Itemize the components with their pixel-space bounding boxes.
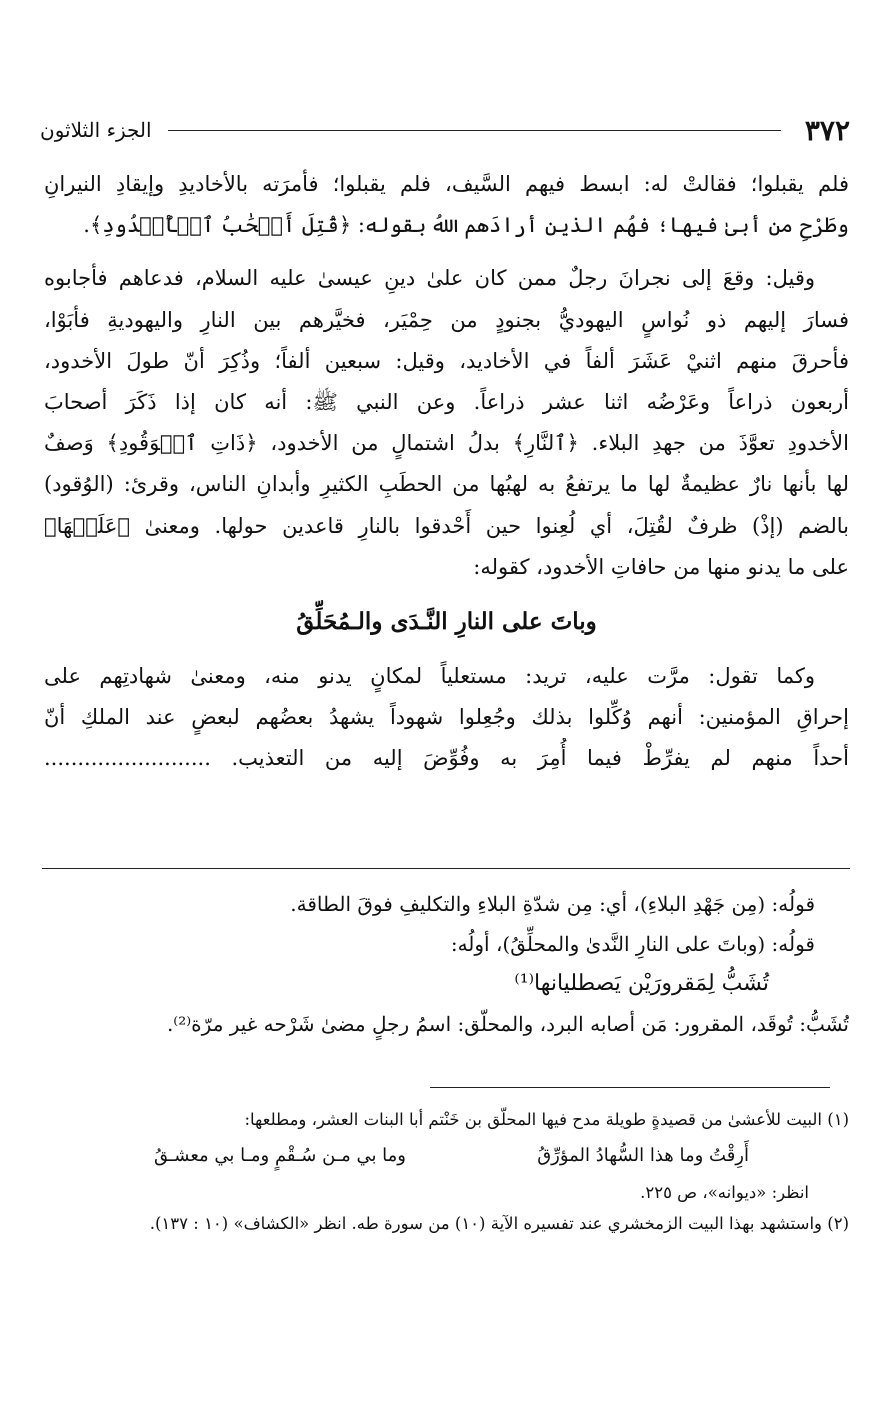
text-line: على ما يدنو منها من حافاتِ الأخدود، كقوله:	[473, 554, 849, 579]
header-rule	[168, 130, 781, 131]
poetry-verse: وباتَ على النارِ النَّـدَى والـمُحَلِّقُ	[296, 607, 597, 635]
text-line: الأخدودِ تعوَّذَ من جهدِ البلاء. ﴿ٱلنَّارِ﴾ بدلُ اشتمالٍ من الأخدود، ﴿ذَاتِ ٱلۡوَقُودِ﴾ وَصفٌ	[44, 431, 849, 456]
footnote-rule	[430, 1087, 830, 1088]
footnote-verse	[44, 1135, 849, 1177]
commentary-line: قولُه: (وباتَ على النارِ النَّدىٰ والمحلِّقُ)، أولُه:	[450, 932, 815, 956]
page-header	[40, 112, 850, 148]
text-line: أربعون ذراعاً وعَرْضُه اثنا عشر ذراعاً. وعن النبي ﷺ: أنه كان إذا ذَكَرَ أصحابَ	[44, 389, 849, 414]
footnote-1-reference: انظر: «ديوانه»، ص ٢٢٥.	[640, 1183, 809, 1202]
footnote-2: (٢) واستشهد بهذا البيت الزمخشري عند تفسيره الآية (١٠) من سورة طه. انظر «الكشاف» (١٠ : ١٣٧).	[149, 1214, 849, 1233]
commentary	[44, 884, 849, 1044]
text-line: فلم يقبلوا؛ فقالتْ له: ابسط فيهم السَّيف، فلم يقبلوا؛ فأمرَته بالأخاديدِ وإيقادِ النيرانِ	[44, 172, 849, 196]
commentary-line: قولُه: (مِن جَهْدِ البلاءِ)، أي: مِن شدّةِ البلاءِ والتكليفِ فوقَ الطاقة.	[290, 892, 815, 916]
hemistich-first: أَرِقْتُ وما هذا السُّهادُ المؤرِّقُ	[537, 1145, 749, 1166]
text-line: وقيل: وقعَ إلى نجرانَ رجلٌ ممن كان علىٰ دينِ عيسىٰ عليه السلام، فدعاهم فأجابوه	[44, 266, 815, 291]
section-divider	[42, 868, 850, 869]
commentary-verse: تُشَبُّ لِمَقرورَيْن يَصطليانها⁽¹⁾	[514, 971, 769, 996]
text-line: لها بأنها نارٌ عظيمةٌ لها ما يرتفعُ به لهبُها من الحطَبِ الكثيرِ وأبدانِ الناس، وقرئ: (الوُقود)	[44, 472, 849, 497]
footnotes	[44, 1104, 849, 1239]
text-line: أحداً منهم لم يفرِّطْ فيما أُمِرَ به وفُوِّضَ إليه من التعذيب. .........................	[44, 746, 849, 771]
text-line: وطَرْحِ من أبىٰ فيها؛ فهُم الذين أرادَهم اللهُ بقوله: ﴿قُتِلَ أَصۡحَٰبُ ٱلۡأُخۡدُودِ﴾.	[83, 213, 849, 238]
text-line: بالضم (إذْ) ظرفٌ لقُتِلَ، أي لُعِنوا حين أَحْدقوا بالنارِ قاعدين حولها. ومعنىٰ ﴿عَلَيۡهَا﴾	[44, 513, 849, 538]
page-number: ٣٧٢	[804, 113, 850, 147]
text-line: فسارَ إليهم ذو نُواسٍ اليهوديُّ بجنودٍ من حِمْيَر، فخيَّرهم بين النارِ واليهوديةِ فأبَوْا،	[44, 307, 849, 332]
part-title: الجزء الثلاثون	[40, 118, 152, 142]
text-line: فأحرقَ منهم اثنيْ عَشَرَ ألفاً في الأخاديد، وقيل: سبعين ألفاً؛ وذُكِرَ أنّ طولَ الأخدود،	[44, 348, 849, 373]
main-text	[44, 164, 849, 779]
hemistich-second: وما بي مـن سُـقْمٍ ومـا بي معشـقُ	[154, 1145, 406, 1166]
text-line: وكما تقول: مرَّت عليه، تريد: مستعلياً لمكانٍ يدنو منه، ومعنىٰ شهادتِهم على	[44, 663, 815, 688]
footnote-1: (١) البيت للأعشىٰ من قصيدةٍ طويلة مدح فيها المحلّق بن خَنْتم أبا البنات العشر، ومطلعها:	[244, 1110, 849, 1129]
text-line: إحراقِ المؤمنين: أنهم وُكِّلوا بذلك وجُعِلوا شهوداً يشهدُ بعضُهم لبعضٍ عند الملكِ أنّ	[44, 705, 849, 730]
commentary-line: تُشَبُّ: تُوقَد، المقرور: مَن أصابه البرد، والمحلّق: اسمُ رجلٍ مضىٰ شَرْحه غير مرّة⁽²⁾.	[166, 1012, 849, 1036]
